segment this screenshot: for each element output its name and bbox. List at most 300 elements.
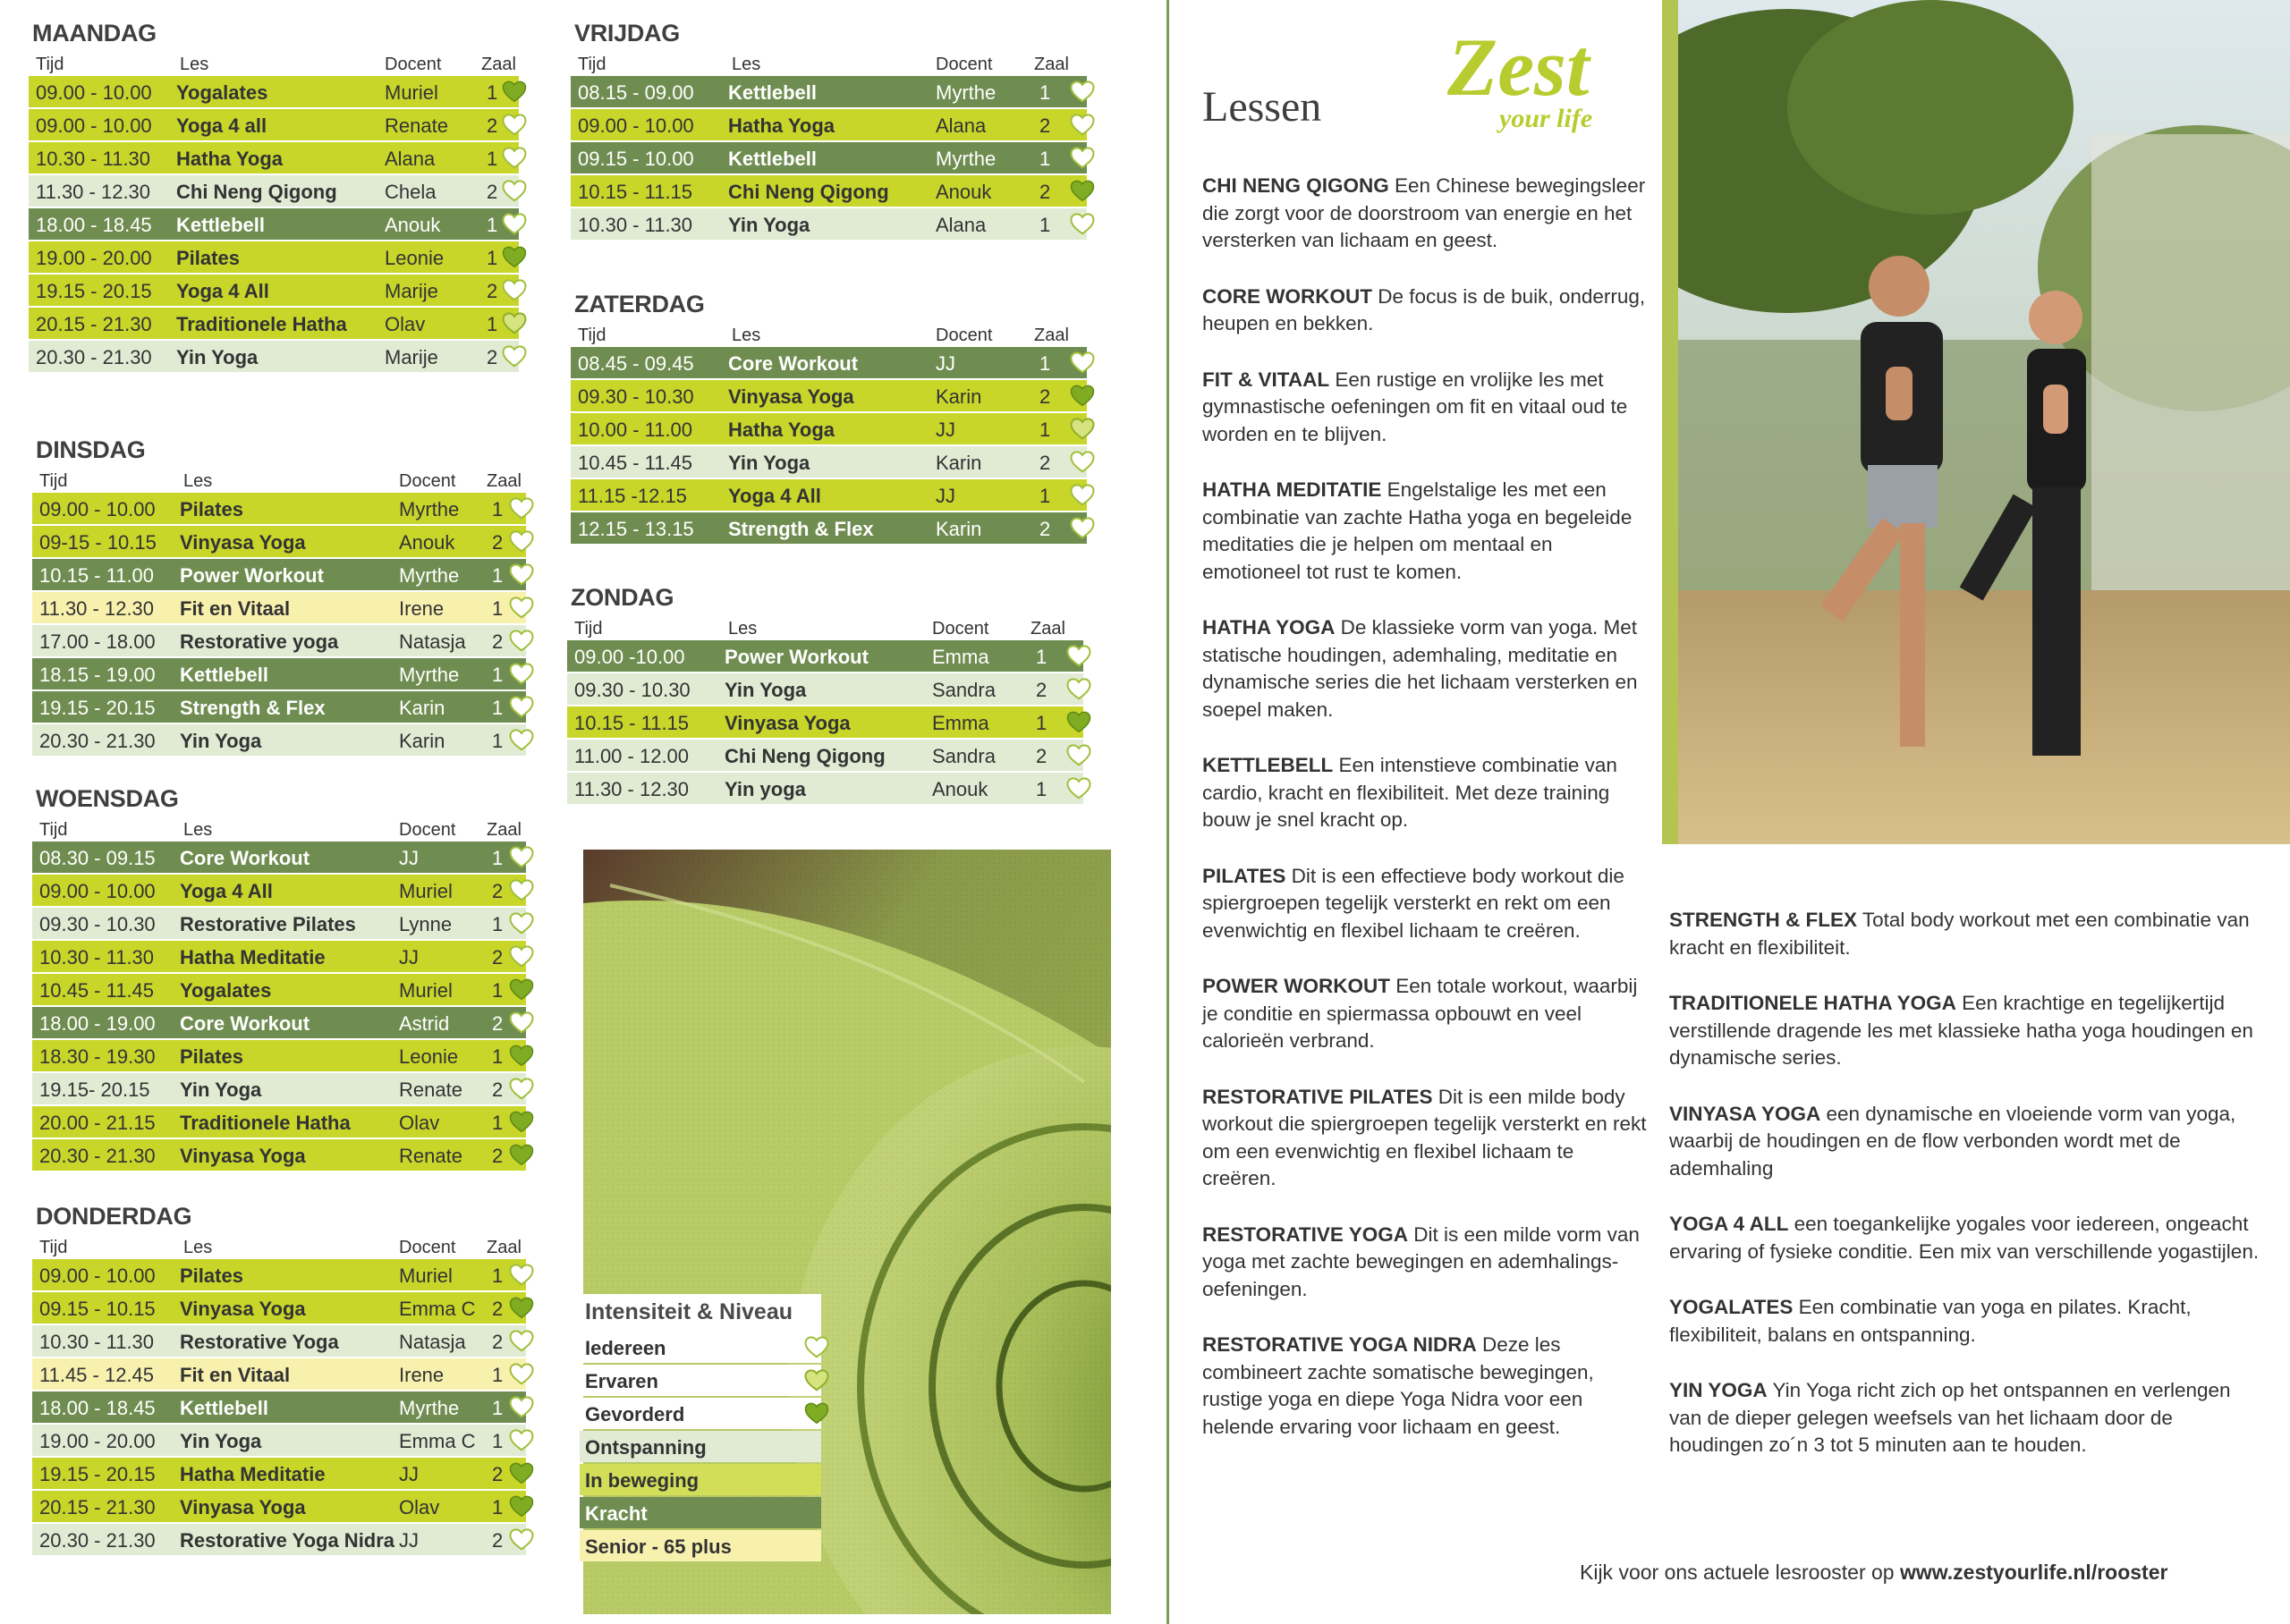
lesson-name: YOGA 4 ALL	[1669, 1213, 1789, 1235]
footer	[1580, 1561, 2167, 1585]
cell-zaal: 1	[492, 1430, 504, 1452]
header-les: Les	[183, 1238, 213, 1257]
cell-docent: Sandra	[932, 679, 996, 701]
table-row	[571, 347, 1087, 378]
cell-tijd: 09.00 - 10.00	[36, 81, 152, 104]
cell-les: Restorative Yoga	[180, 1331, 339, 1353]
table-row	[32, 1425, 526, 1456]
cell-tijd: 20.15 - 21.30	[36, 313, 152, 335]
lesson-description	[1202, 173, 1650, 255]
table-row	[32, 1007, 526, 1038]
level-heart-icon	[508, 1009, 535, 1036]
cell-tijd: 20.30 - 21.30	[39, 730, 156, 752]
cell-zaal: 1	[492, 564, 504, 587]
cell-zaal: 1	[1039, 419, 1051, 441]
cell-les: Core Workout	[180, 1012, 310, 1035]
cell-les: Fit en Vitaal	[180, 1364, 291, 1386]
lesson-text: Dit is een effectieve body workout die spiergroepen tegelijk versterkt en rekt om een evenwichtig en flexibel lichaam te creëren.	[1202, 864, 1624, 942]
header-docent: Docent	[399, 820, 456, 840]
cell-zaal: 1	[492, 979, 504, 1002]
level-heart-icon	[1069, 144, 1096, 171]
lesson-text: Een intenstieve combinatie van cardio, kracht en flexibiliteit. Met deze training bouw je snel kracht op.	[1202, 754, 1617, 831]
cell-tijd: 20.00 - 21.15	[39, 1112, 156, 1134]
table-row	[571, 208, 1087, 240]
table-row	[32, 1458, 526, 1489]
lesson-text: Deze les combineert zachte somatische bewegingen, rustige yoga en diepe Yoga Nidra voor een helende ervaring voor lichaam en geest.	[1202, 1333, 1594, 1438]
cell-zaal: 2	[1039, 114, 1051, 137]
level-heart-icon	[1069, 448, 1096, 475]
table-row	[571, 175, 1087, 207]
cell-zaal: 1	[492, 1045, 504, 1068]
cell-docent: Irene	[399, 597, 445, 620]
level-heart-icon	[501, 309, 528, 336]
cell-les: Power Workout	[725, 646, 869, 668]
cell-zaal: 1	[492, 1364, 504, 1386]
table-row	[32, 1524, 526, 1555]
cell-tijd: 18.00 - 18.45	[36, 214, 152, 236]
cell-les: Hatha Yoga	[728, 419, 835, 441]
lesson-text: Total body workout met een combinatie van kracht en flexibiliteit.	[1669, 909, 2250, 959]
table-row	[32, 1139, 526, 1171]
cell-docent: Renate	[385, 114, 448, 137]
level-heart-icon	[508, 561, 535, 588]
cell-docent: Olav	[399, 1496, 440, 1518]
day-block-maandag	[29, 20, 519, 374]
cell-tijd: 19.00 - 20.00	[39, 1430, 156, 1452]
level-heart-icon	[1069, 111, 1096, 138]
legend-item	[580, 1332, 821, 1363]
header-docent: Docent	[936, 55, 993, 74]
cell-zaal: 1	[492, 1265, 504, 1287]
level-heart-icon	[508, 1294, 535, 1321]
cell-docent: Karin	[936, 452, 982, 474]
cell-zaal: 1	[487, 148, 498, 170]
cell-les: Hatha Yoga	[176, 148, 283, 170]
table-row	[32, 526, 526, 557]
cell-les: Vinyasa Yoga	[180, 1145, 306, 1167]
table-row	[32, 493, 526, 524]
lesson-description	[1669, 1211, 2269, 1265]
table-row	[32, 592, 526, 623]
cell-docent: Myrthe	[399, 664, 460, 686]
cell-tijd: 10.45 - 11.45	[39, 979, 155, 1002]
logo-word: Zest	[1447, 21, 1590, 113]
header-les: Les	[180, 55, 209, 74]
cell-docent: Myrthe	[399, 498, 460, 520]
header-tijd: Tijd	[39, 471, 68, 491]
cell-docent: Emma	[932, 646, 989, 668]
cell-tijd: 11.30 - 12.30	[36, 181, 151, 203]
cell-les: Power Workout	[180, 564, 324, 587]
cell-zaal: 1	[1039, 81, 1051, 104]
cell-les: Yin Yoga	[180, 1430, 262, 1452]
table-row	[567, 740, 1083, 771]
level-heart-icon	[501, 111, 528, 138]
cell-zaal: 2	[492, 1145, 504, 1167]
cell-les: Kettlebell	[728, 148, 818, 170]
cell-les: Yoga 4 All	[728, 485, 821, 507]
cell-tijd: 18.15 - 19.00	[39, 664, 156, 686]
cell-les: Pilates	[180, 1045, 243, 1068]
cell-docent: JJ	[936, 352, 955, 375]
cell-zaal: 2	[1039, 181, 1051, 203]
level-heart-icon	[501, 144, 528, 171]
cell-tijd: 10.00 - 11.00	[578, 419, 693, 441]
cell-docent: Leonie	[399, 1045, 459, 1068]
cell-tijd: 12.15 - 13.15	[578, 518, 694, 540]
level-heart-icon	[508, 1075, 535, 1102]
header-les: Les	[732, 55, 761, 74]
cell-tijd: 09.30 - 10.30	[574, 679, 691, 701]
cell-les: Kettlebell	[176, 214, 266, 236]
lessen-title: Lessen	[1202, 83, 1322, 131]
cell-tijd: 10.30 - 11.30	[39, 946, 155, 968]
cell-tijd: 08.30 - 09.15	[39, 847, 156, 869]
page-divider	[1166, 0, 1169, 1624]
header-tijd: Tijd	[578, 326, 606, 345]
cell-zaal: 2	[492, 1012, 504, 1035]
lesson-name: RESTORATIVE YOGA NIDRA	[1202, 1333, 1477, 1356]
level-heart-icon	[508, 627, 535, 654]
table-row	[29, 175, 519, 207]
yoga-instructors-photo	[1662, 0, 2290, 844]
cell-docent: Lynne	[399, 913, 453, 935]
cell-zaal: 2	[487, 280, 498, 302]
cell-tijd: 11.45 - 12.45	[39, 1364, 155, 1386]
level-heart-icon	[508, 1459, 535, 1486]
header-docent: Docent	[399, 471, 456, 491]
level-heart-icon	[508, 1393, 535, 1420]
legend-item	[580, 1497, 821, 1528]
cell-zaal: 2	[492, 630, 504, 653]
cell-docent: JJ	[399, 1529, 419, 1552]
cell-docent: Natasja	[399, 1331, 466, 1353]
level-heart-icon	[508, 495, 535, 521]
lesson-text: Engelstalige les met een combinatie van zachte Hatha yoga en begeleide meditaties die je helpen om mentaal en emotioneel tot rust te komen.	[1202, 478, 1633, 583]
level-heart-icon	[1069, 349, 1096, 376]
table-row	[571, 512, 1087, 544]
cell-zaal: 2	[487, 181, 498, 203]
cell-zaal: 2	[492, 1298, 504, 1320]
table-row	[32, 875, 526, 906]
cell-les: Kettlebell	[728, 81, 818, 104]
day-title: ZONDAG	[571, 584, 674, 611]
lesson-descriptions-left	[1202, 173, 1650, 1469]
cell-docent: Anouk	[385, 214, 441, 236]
cell-les: Yoga 4 All	[176, 280, 269, 302]
cell-zaal: 1	[487, 313, 498, 335]
lesson-description	[1202, 283, 1650, 338]
table-row	[32, 1259, 526, 1290]
cell-les: Yoga 4 all	[176, 114, 267, 137]
header-les: Les	[728, 619, 758, 639]
header-zaal: Zaal	[1034, 55, 1069, 74]
cell-docent: Muriel	[399, 1265, 453, 1287]
level-heart-icon	[1065, 741, 1092, 768]
header-zaal: Zaal	[481, 55, 516, 74]
level-heart-icon	[501, 243, 528, 270]
legend-label: Iedereen	[585, 1337, 666, 1359]
cell-zaal: 1	[1036, 712, 1047, 734]
cell-tijd: 09.00 - 10.00	[39, 498, 156, 520]
table-row	[571, 76, 1087, 107]
table-row	[567, 706, 1083, 738]
level-heart-icon	[1065, 642, 1092, 669]
level-heart-icon	[803, 1333, 830, 1360]
level-heart-icon	[1065, 708, 1092, 735]
cell-zaal: 1	[1039, 485, 1051, 507]
cell-zaal: 2	[492, 1078, 504, 1101]
cell-les: Yin yoga	[725, 778, 806, 800]
level-heart-icon	[803, 1400, 830, 1426]
header-les: Les	[183, 820, 213, 840]
table-row	[32, 1358, 526, 1390]
level-heart-icon	[508, 1141, 535, 1168]
day-title: WOENSDAG	[36, 785, 179, 812]
header-docent: Docent	[932, 619, 989, 639]
table-row	[29, 208, 519, 240]
level-heart-icon	[508, 876, 535, 903]
legend-label: Gevorderd	[585, 1403, 685, 1425]
cell-docent: Emma C	[399, 1430, 476, 1452]
day-title: DONDERDAG	[36, 1203, 192, 1230]
cell-les: Hatha Meditatie	[180, 1463, 326, 1485]
cell-zaal: 1	[492, 697, 504, 719]
cell-zaal: 1	[487, 81, 498, 104]
cell-docent: Muriel	[399, 880, 453, 902]
header-tijd: Tijd	[574, 619, 603, 639]
cell-tijd: 11.00 - 12.00	[574, 745, 690, 767]
day-block-zaterdag	[571, 291, 1087, 546]
lesson-descriptions-right	[1669, 907, 2269, 1488]
cell-les: Yogalates	[180, 979, 272, 1002]
cell-zaal: 2	[492, 880, 504, 902]
table-header	[32, 471, 526, 493]
lesson-text: De klassieke vorm van yoga. Met statische houdingen, ademhaling, meditatie en dynamische series die het lichaam versterken en soepel maken.	[1202, 616, 1638, 721]
legend-item	[580, 1365, 821, 1396]
cell-docent: Myrthe	[936, 81, 997, 104]
lesson-name: YIN YOGA	[1669, 1379, 1768, 1401]
cell-docent: Muriel	[385, 81, 438, 104]
level-heart-icon	[508, 976, 535, 1002]
lesson-name: FIT & VITAAL	[1202, 368, 1330, 391]
lesson-name: POWER WORKOUT	[1202, 975, 1390, 997]
lesson-text: een toegankelijke yogales voor iedereen, ongeacht ervaring of fysieke conditie. Een mix van verschillende yogastijlen.	[1669, 1213, 2260, 1263]
level-heart-icon	[1065, 675, 1092, 702]
cell-tijd: 19.15 - 20.15	[39, 1463, 156, 1485]
cell-docent: Anouk	[936, 181, 992, 203]
level-heart-icon	[508, 594, 535, 621]
table-row	[571, 446, 1087, 478]
cell-zaal: 1	[1039, 148, 1051, 170]
level-heart-icon	[1069, 78, 1096, 105]
cell-zaal: 2	[1039, 385, 1051, 408]
cell-zaal: 1	[487, 214, 498, 236]
cell-docent: Karin	[399, 730, 445, 752]
intensity-legend	[580, 1294, 821, 1563]
cell-les: Traditionele Hatha	[176, 313, 347, 335]
cell-tijd: 09.30 - 10.30	[578, 385, 694, 408]
table-header	[29, 55, 519, 76]
level-heart-icon	[501, 343, 528, 369]
cell-tijd: 19.15 - 20.15	[39, 697, 156, 719]
cell-zaal: 2	[1039, 452, 1051, 474]
day-title: MAANDAG	[32, 20, 157, 47]
lesson-text: Yin Yoga richt zich op het ontspannen en verlengen van de dieper gelegen weefsels van het lichaam door de houdingen zo´n 3 tot 5 minuten aan te houden.	[1669, 1379, 2231, 1456]
table-row	[571, 413, 1087, 444]
cell-zaal: 2	[1036, 745, 1047, 767]
lesson-description	[1202, 367, 1650, 449]
level-heart-icon	[501, 276, 528, 303]
cell-les: Core Workout	[180, 847, 310, 869]
cell-les: Vinyasa Yoga	[180, 1496, 306, 1518]
table-row	[32, 1491, 526, 1522]
level-heart-icon	[1069, 177, 1096, 204]
lesson-description	[1202, 1084, 1650, 1193]
cell-docent: JJ	[399, 946, 419, 968]
cell-docent: Emma	[932, 712, 989, 734]
footer-text: Kijk voor ons actuele lesrooster op	[1580, 1561, 1900, 1584]
cell-tijd: 20.15 - 21.30	[39, 1496, 156, 1518]
cell-docent: Alana	[385, 148, 436, 170]
table-row	[29, 308, 519, 339]
cell-les: Chi Neng Qigong	[725, 745, 886, 767]
lesson-name: HATHA MEDITATIE	[1202, 478, 1382, 501]
cell-tijd: 09.00 - 10.00	[39, 880, 156, 902]
cell-zaal: 1	[492, 730, 504, 752]
cell-tijd: 10.15 - 11.15	[578, 181, 693, 203]
cell-les: Yoga 4 All	[180, 880, 273, 902]
cell-tijd: 09.00 - 10.00	[39, 1265, 156, 1287]
cell-zaal: 1	[492, 913, 504, 935]
level-heart-icon	[508, 1426, 535, 1453]
cell-zaal: 1	[492, 498, 504, 520]
zest-logo	[1440, 18, 1619, 143]
cell-docent: Natasja	[399, 630, 466, 653]
cell-tijd: 11.30 - 12.30	[39, 597, 155, 620]
lesson-text: Een krachtige en tegelijkertijd verstillende dragende les met klassieke hatha yoga houdingen en dynamische series.	[1669, 992, 2253, 1069]
table-row	[29, 142, 519, 173]
day-title: DINSDAG	[36, 436, 146, 463]
cell-docent: Anouk	[932, 778, 988, 800]
lesson-name: YOGALATES	[1669, 1296, 1794, 1318]
cell-les: Pilates	[180, 1265, 243, 1287]
level-heart-icon	[1069, 514, 1096, 541]
cell-tijd: 09.30 - 10.30	[39, 913, 156, 935]
table-header	[567, 619, 1083, 640]
cell-tijd: 19.15 - 20.15	[36, 280, 152, 302]
table-row	[32, 908, 526, 939]
lesson-name: CHI NENG QIGONG	[1202, 174, 1389, 197]
legend-item	[580, 1431, 821, 1462]
cell-les: Strength & Flex	[728, 518, 874, 540]
level-heart-icon	[508, 1526, 535, 1552]
cell-zaal: 2	[492, 1463, 504, 1485]
level-heart-icon	[508, 843, 535, 870]
level-heart-icon	[1069, 210, 1096, 237]
cell-tijd: 09.00 - 10.00	[578, 114, 694, 137]
level-heart-icon	[508, 909, 535, 936]
cell-zaal: 1	[492, 664, 504, 686]
day-block-dinsdag	[32, 436, 526, 757]
logo-tagline: your life	[1499, 104, 1593, 133]
level-heart-icon	[508, 1360, 535, 1387]
lesson-description	[1202, 614, 1650, 723]
cell-les: Yin Yoga	[180, 1078, 262, 1101]
level-heart-icon	[508, 1327, 535, 1354]
cell-les: Yin Yoga	[176, 346, 259, 368]
level-heart-icon	[508, 943, 535, 969]
table-row	[571, 109, 1087, 140]
cell-zaal: 1	[492, 1112, 504, 1134]
lesson-text: Een combinatie van yoga en pilates. Kracht, flexibiliteit, balans en ontspanning.	[1669, 1296, 2192, 1346]
cell-les: Yin Yoga	[728, 214, 810, 236]
cell-docent: Marije	[385, 346, 438, 368]
level-heart-icon	[508, 1042, 535, 1069]
cell-zaal: 2	[492, 1331, 504, 1353]
lesson-description	[1669, 1101, 2269, 1183]
rooster-link[interactable]: www.zestyourlife.nl/rooster	[1899, 1561, 2168, 1584]
cell-les: Yin Yoga	[725, 679, 807, 701]
cell-les: Hatha Yoga	[728, 114, 835, 137]
table-row	[567, 640, 1083, 672]
level-heart-icon	[1069, 382, 1096, 409]
cell-zaal: 2	[492, 531, 504, 554]
cell-docent: Renate	[399, 1078, 462, 1101]
level-heart-icon	[508, 528, 535, 554]
cell-tijd: 10.15 - 11.15	[574, 712, 690, 734]
cell-zaal: 1	[492, 847, 504, 869]
cell-docent: Myrthe	[399, 564, 460, 587]
day-block-woensdag	[32, 785, 526, 1172]
table-row	[32, 1040, 526, 1071]
table-row	[32, 1106, 526, 1138]
lesson-name: PILATES	[1202, 864, 1286, 887]
cell-tijd: 09.00 - 10.00	[36, 114, 152, 137]
cell-zaal: 1	[1036, 778, 1047, 800]
header-zaal: Zaal	[487, 820, 522, 840]
cell-tijd: 20.30 - 21.30	[39, 1145, 156, 1167]
cell-tijd: 17.00 - 18.00	[39, 630, 156, 653]
lesson-text: Dit is een milde body workout die spiergroepen tegelijk versterkt en rekt om een evenwichtig en flexibel lichaam te creëren.	[1202, 1085, 1647, 1189]
legend-label: Kracht	[585, 1502, 648, 1525]
cell-docent: Alana	[936, 214, 987, 236]
legend-label: Ervaren	[585, 1370, 658, 1392]
table-row	[32, 941, 526, 972]
level-heart-icon	[501, 78, 528, 105]
cell-zaal: 2	[492, 1529, 504, 1552]
table-row	[32, 1292, 526, 1324]
legend-item	[580, 1464, 821, 1495]
cell-docent: Chela	[385, 181, 437, 203]
table-row	[571, 479, 1087, 511]
lesson-description	[1202, 752, 1650, 834]
cell-les: Yin Yoga	[180, 730, 262, 752]
legend-label: In beweging	[585, 1469, 700, 1492]
cell-les: Restorative yoga	[180, 630, 339, 653]
day-block-donderdag	[32, 1203, 526, 1557]
cell-les: Traditionele Hatha	[180, 1112, 351, 1134]
cell-les: Pilates	[180, 498, 243, 520]
table-row	[29, 241, 519, 273]
header-zaal: Zaal	[1034, 326, 1069, 345]
lesson-text: De focus is de buik, onderrug, heupen en bekken.	[1202, 284, 1646, 334]
cell-les: Pilates	[176, 247, 240, 269]
table-row	[571, 142, 1087, 173]
cell-tijd: 20.30 - 21.30	[36, 346, 152, 368]
lesson-name: VINYASA YOGA	[1669, 1102, 1821, 1125]
level-heart-icon	[508, 693, 535, 720]
